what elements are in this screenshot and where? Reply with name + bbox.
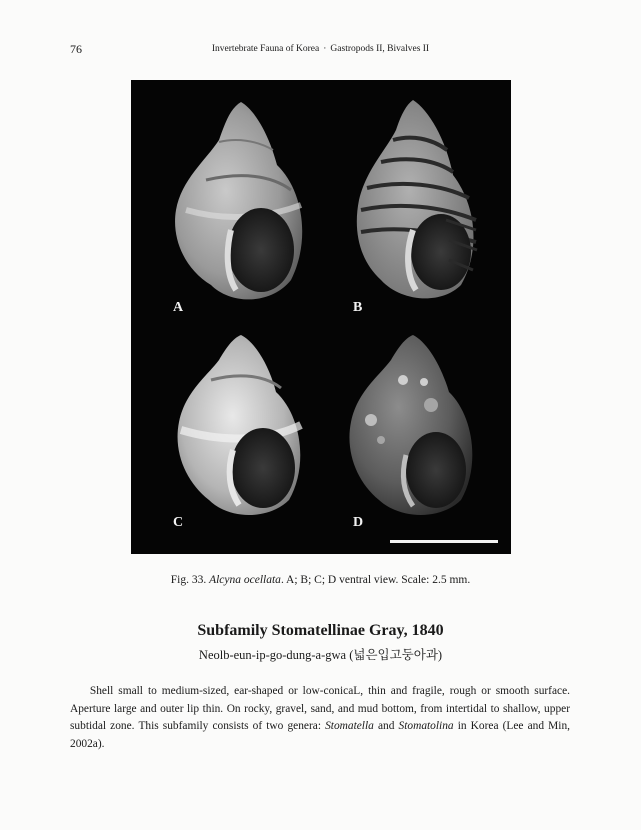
section-subtitle <box>0 645 641 663</box>
scale-bar <box>390 540 498 543</box>
shell-b <box>357 100 477 298</box>
page-number: 76 <box>70 42 82 56</box>
running-header <box>0 44 641 54</box>
panel-label-b: B <box>353 300 363 315</box>
korean-name: (넓은입고둥아과) <box>349 648 443 662</box>
figure-plate <box>131 80 511 554</box>
shell-photographs <box>131 80 511 554</box>
panel-label-a: A <box>173 300 184 315</box>
genus-stomatolina: Stomatolina <box>398 720 454 732</box>
body-text-2: and <box>373 720 399 732</box>
shell-d <box>349 335 472 515</box>
panel-label-c: C <box>173 515 184 530</box>
genus-stomatella: Stomatella <box>325 720 374 732</box>
body-text-1: Shell small to medium-sized, ear-shaped or low-conicaL, thin and fragile, rough or smooth surface. Aperture large and outer lip thin. On rocky, gravel, sand, and mud bottom, from intertidal to shallow, upper subtidal zone. This subfamily consists of two genera: <box>70 685 570 732</box>
header-separator: · <box>323 44 327 54</box>
figure-caption <box>0 574 641 586</box>
running-title: Invertebrate Fauna of Korea <box>211 44 320 54</box>
volume-title: Gastropods II, Bivalves II <box>330 44 430 54</box>
body-text-3: in Korea (Lee and Min, 2002a). <box>70 720 570 750</box>
caption-prefix: Fig. 33. <box>170 574 207 586</box>
body-paragraph <box>70 683 570 753</box>
panel-label-d: D <box>353 515 364 530</box>
caption-species: Alcyna ocellata <box>209 574 281 586</box>
caption-text: . A; B; C; D ventral view. Scale: 2.5 mm. <box>280 574 471 586</box>
shell-c <box>178 335 301 515</box>
shell-a <box>175 102 302 299</box>
romanized-name: Neolb-eun-ip-go-dung-a-gwa <box>198 648 347 662</box>
section-title: Subfamily Stomatellinae Gray, 1840 <box>197 622 444 639</box>
